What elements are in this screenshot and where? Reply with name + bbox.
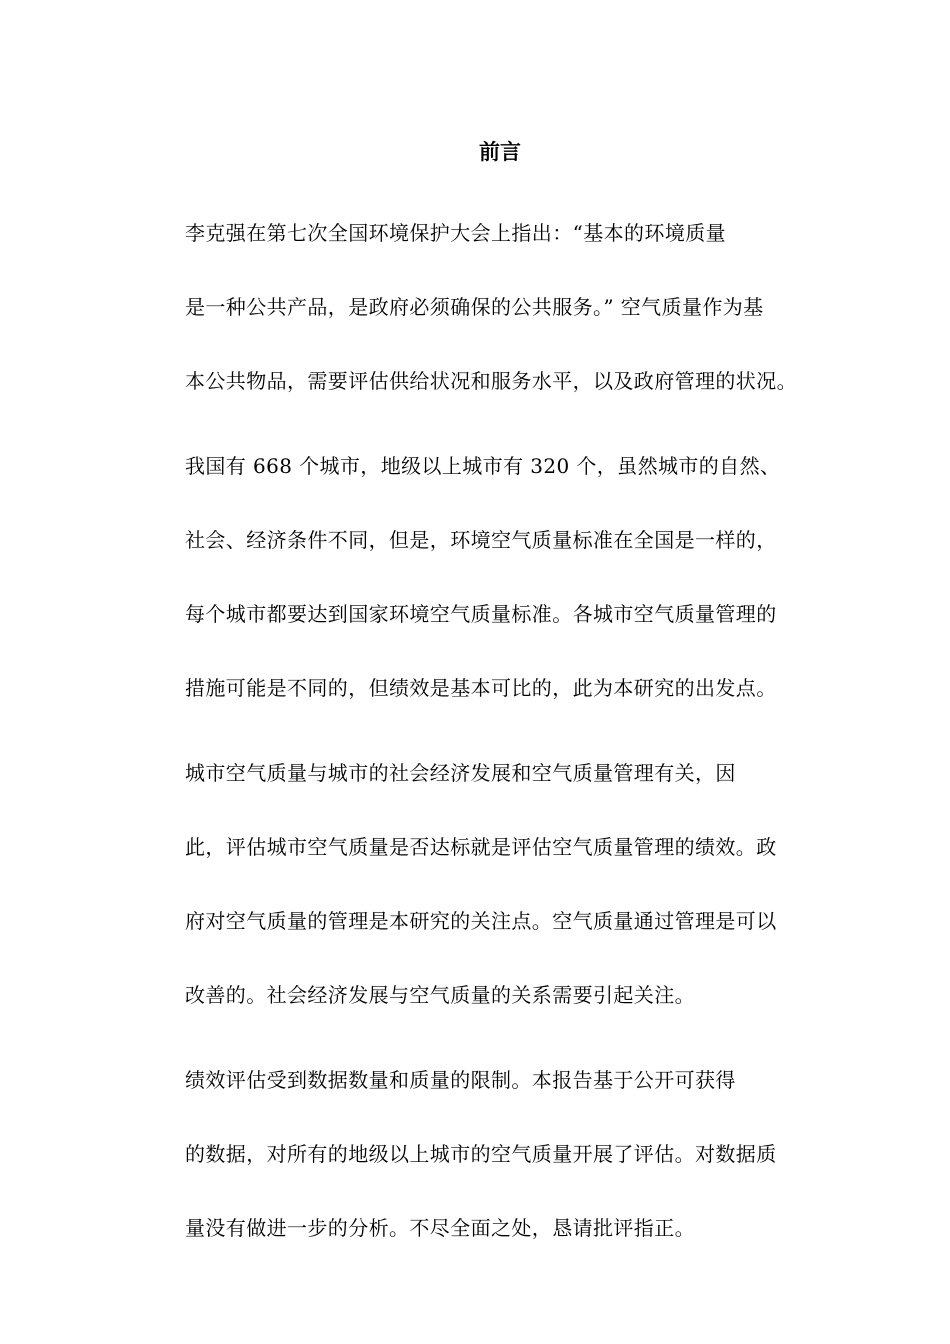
paragraph-line: 城市空气质量与城市的社会经济发展和空气质量管理有关，因 [185,761,736,785]
paragraph-3 [145,736,807,1032]
paragraph-line: 的数据，对所有的地级以上城市的空气质量开展了评估。对数据质 [185,1142,777,1166]
paragraph-line: 府对空气质量的管理是本研究的关注点。空气质量通过管理是可以 [185,909,777,933]
paragraph-line: 本公共物品，需要评估供给状况和服务水平，以及政府管理的状况。 [185,369,797,393]
paragraph-4 [145,1043,807,1265]
paragraph-line: 改善的。社会经济发展与空气质量的关系需要引起关注。 [185,983,695,1007]
paragraph-line: 绩效评估受到数据数量和质量的限制。本报告基于公开可获得 [185,1068,736,1092]
document-body [145,196,807,1265]
paragraph-line: 此，评估城市空气质量是否达标就是评估空气质量管理的绩效。政 [185,835,777,859]
paragraph-line: 社会、经济条件不同，但是，环境空气质量标准在全国是一样的， [185,528,777,552]
paragraph-line: 每个城市都要达到国家环境空气质量标准。各城市空气质量管理的 [185,602,777,626]
paragraph-line: 量没有做进一步的分析。不尽全面之处，恳请批评指正。 [185,1216,695,1240]
paragraph-2 [145,429,807,725]
paragraph-line: 措施可能是不同的，但绩效是基本可比的，此为本研究的出发点。 [185,676,777,700]
paragraph-line: 是一种公共产品，是政府必须确保的公共服务。” 空气质量作为基 [185,295,764,319]
paragraph-line: 我国有 668 个城市，地级以上城市有 320 个，虽然城市的自然、 [185,454,781,478]
paragraph-1 [145,196,807,418]
page-title: 前言 [479,139,521,164]
paragraph-line: 李克强在第七次全国环境保护大会上指出：“基本的环境质量 [185,221,727,245]
